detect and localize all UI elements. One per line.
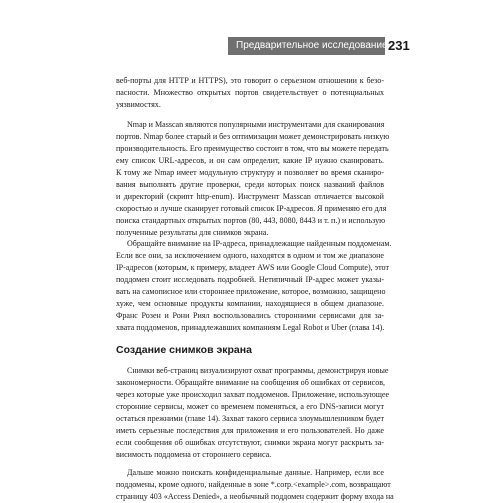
paragraph-3-line: вать на самописное или стороннее приложение, которое, возможно, защищено — [116, 287, 386, 296]
paragraph-3-line: поддомен стоит исследовать подробней. Нетипичный IP-адрес может указы- — [116, 275, 384, 284]
paragraph-2-line: скоростью и лучше сканирует готовый список IP-адресов. Я применяю его для — [116, 204, 387, 213]
paragraph-1-line: уязвимостях. — [116, 100, 161, 109]
paragraph-2-line: портов. Nmap более старый и без оптимизации может демонстрировать низкую — [116, 132, 390, 141]
paragraph-2-line: поиска стандартных открытых портов (80, 443, 8080, 8443 и т. п.) и использую — [116, 216, 386, 225]
paragraph-3-line: Франс Розен и Рони Риял воспользовались сторонними сервисами для за- — [116, 311, 384, 320]
paragraph-4-line: Снимки веб-страниц визуализируют охват программы, демонстрируя новые — [127, 366, 389, 375]
paragraph-4-line: остаться прежними (главе 14). Захват такого сервиса злоумышленником будет — [116, 414, 384, 423]
page-number: 231 — [388, 38, 410, 53]
section-heading: Создание снимков экрана — [116, 344, 252, 356]
paragraph-4-line: иметь серьезные последствия для приложения и его пользователей. Но даже — [116, 426, 384, 435]
paragraph-2-line: Nmap и Masscan являются популярными инструментами для сканирования — [127, 120, 385, 129]
paragraph-5-line: поддомены, кроме одного, найденные в зоне *.corp.<example>.com, возвращают — [116, 480, 391, 489]
paragraph-4-line: сторонние сервисы, может со временем поменяться, а его DNS-записи могут — [116, 402, 384, 411]
paragraph-2-line: вания выполнять другие проверки, среди которых поиск названий файлов — [116, 180, 384, 189]
paragraph-2-line: ему список URL-адресов, и он сам определит, какие IP нужно сканировать. — [116, 156, 384, 165]
paragraph-4-line: через которые уже происходил захват поддоменов. Приложение, использующее — [116, 390, 390, 399]
paragraph-2-line: К тому же Nmap имеет модульную структуру и позволяет во время сканиро- — [116, 168, 384, 177]
paragraph-3-line: хвата поддоменов, принадлежавших компаниям Legal Robot и Uber (глава 14). — [116, 323, 385, 332]
paragraph-3-line: Если все они, за исключением одного, находятся в одном и том же диапазоне — [116, 251, 384, 260]
running-header-title: Предварительное исследование — [236, 40, 388, 51]
paragraph-2-line: производительность. Его преимущество состоит в том, что вы можете передать — [116, 144, 389, 153]
paragraph-1-line: веб-порты для HTTP и HTTPS), это говорит о серьезном отношении к безо- — [116, 76, 384, 85]
paragraph-4-line: если сообщения об ошибках отсутствуют, снимки экрана могут раскрыть за- — [116, 438, 384, 447]
paragraph-4-line: висимость поддомена от стороннего сервиса. — [116, 450, 272, 459]
paragraph-2-line: и директорий (скрипт http-enum). Инструмент Masscan отличается высокой — [116, 192, 384, 201]
paragraph-2-line: полученные результаты для снимков экрана. — [116, 228, 269, 237]
paragraph-3-line: IP-адресов (которым, к примеру, владеет AWS или Google Cloud Compute), этот — [116, 263, 389, 272]
paragraph-4-line: закономерности. Обращайте внимание на сообщения об ошибках от сервисов, — [116, 378, 386, 387]
paragraph-1-line: пасности. Множество открытых портов свидетельствует о потенциальных — [116, 88, 384, 97]
paragraph-3-line: хуже, чем основные продукты компании, находящиеся в общем диапазоне. — [116, 299, 384, 308]
paragraph-5-line: страницу 403 «Access Denied», а необычный поддомен содержит форму входа на — [116, 492, 394, 501]
paragraph-5-line: Дальше можно поискать конфиденциальные данные. Например, если все — [127, 468, 384, 477]
paragraph-3-line: Обращайте внимание на IP-адреса, принадлежащие найденным поддоменам. — [127, 239, 392, 248]
